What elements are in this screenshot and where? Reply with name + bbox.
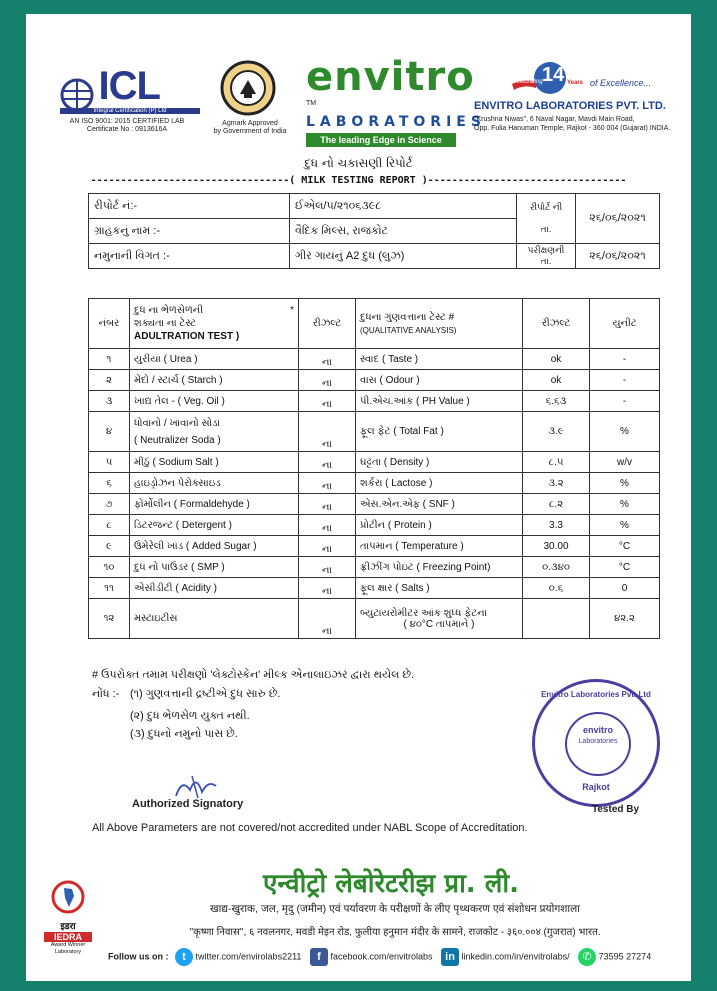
facebook-link[interactable]: facebook.com/envitrolabs [330, 951, 433, 962]
adulteration-result: ના [299, 536, 356, 557]
row-number: ૫ [89, 452, 130, 473]
adulteration-result: ના [299, 578, 356, 599]
icl-cert-line: AN ISO 9001: 2015 CERTIFIED LAB [69, 118, 185, 125]
qualitative-result: ૦.૬ [523, 578, 590, 599]
note-3: (૩) દુધનો નમુનો પાસ છે. [130, 728, 238, 740]
adulteration-test: એસીડીટી ( Acidity ) [130, 578, 299, 599]
adulteration-test: ધોવાનો / ખાવાનો સોડા ( Neutralizer Soda ) [130, 412, 299, 452]
col-qualitative: દુધના ગુણવત્તાના ટેસ્ટ # (QUALITATIVE ANALYSIS) [356, 299, 523, 349]
table-row [89, 391, 660, 412]
qualitative-test: ઘટ્ટતા ( Density ) [356, 452, 523, 473]
qualitative-test: ફૂલ ફેટ ( Total Fat ) [356, 412, 523, 452]
whatsapp-icon: ✆ [578, 948, 596, 966]
col-number: નંબર [89, 299, 130, 349]
sample-value: ગીર ગાયનું A2 દુધ (લુઝ) [290, 244, 517, 269]
adulteration-test: યુરીયા ( Urea ) [130, 349, 299, 370]
company-name: ENVITRO LABORATORIES PVT. LTD. [474, 100, 666, 112]
stamp-city: Rajkot [582, 782, 610, 792]
envitro-wordmark: envitro [306, 54, 475, 100]
envitro-logo [306, 54, 486, 147]
stamp-inner-1: envitro [582, 725, 613, 735]
row-number: ૩ [89, 391, 130, 412]
adulteration-result: ના [299, 452, 356, 473]
adulteration-result: ના [299, 473, 356, 494]
adulteration-test: ખાદ્ય તેલ - ( Veg. Oil ) [130, 391, 299, 412]
table-row [89, 412, 660, 452]
tested-by: Tested By [592, 804, 640, 815]
table-row [89, 370, 660, 391]
qualitative-result [523, 599, 590, 639]
unit: % [590, 515, 660, 536]
table-row [89, 536, 660, 557]
report-title-english: ---------------------------------( MILK TESTING REPORT )--------------------------------- [90, 175, 627, 186]
excellence-text: of Excellence... [590, 78, 652, 88]
adulteration-test: ઉમેરેલી ખાંડ ( Added Sugar ) [130, 536, 299, 557]
iedra-award-1: Award Winner [50, 942, 86, 948]
adulteration-result: ના [299, 370, 356, 391]
agmark-line1: Agmark Approved [222, 120, 278, 127]
table-row [89, 599, 660, 639]
adulteration-test: ડિટરજન્ટ ( Detergent ) [130, 515, 299, 536]
qualitative-result: ૮.૨ [523, 494, 590, 515]
test-date-value: ૨૬/૦૬/૨૦૨૧ [576, 244, 660, 269]
icl-globe-icon [60, 78, 94, 112]
qualitative-test: શર્કરા ( Lactose ) [356, 473, 523, 494]
qualitative-result: ૩.૨ [523, 473, 590, 494]
tagline: The leading Edge in Science [306, 133, 456, 147]
adulteration-result: ના [299, 349, 356, 370]
agmark-emblem-icon [220, 60, 276, 116]
india-map-icon [51, 880, 85, 914]
report-date-value: ૨૬/૦૬/૨૦૨૧ [576, 194, 660, 244]
table-row [89, 349, 660, 370]
qualitative-result: ૦.૩૪૦ [523, 557, 590, 578]
unit: - [590, 349, 660, 370]
adulteration-test: દુધ નો પાઉડર ( SMP ) [130, 557, 299, 578]
laboratories-wordmark: LABORATORIES [306, 114, 486, 130]
facebook-icon: f [310, 948, 328, 966]
company-address-1: "Krushna Niwas", 6 Naval Nagar, Mavdi Main Road, [474, 116, 635, 123]
footer-hindi-name: एन्वीट्रो लेबोरेटरीझ प्रा. ली. [263, 869, 519, 899]
qualitative-test: ફ્રીઝીંગ પોઇંટ ( Freezing Point) [356, 557, 523, 578]
adulteration-result: ના [299, 599, 356, 639]
info-table [88, 193, 660, 269]
qualitative-result: 30.00 [523, 536, 590, 557]
row-number: ૪ [89, 412, 130, 452]
icl-logo [60, 64, 200, 114]
unit: °C [590, 557, 660, 578]
trademark: TM [306, 100, 317, 107]
unit: 0 [590, 578, 660, 599]
qualitative-test: ફૂલ ક્ષાર ( Salts ) [356, 578, 523, 599]
qualitative-test: બ્યુટાયરોમીટર આંક શુધ્ધ ફેટના ( ૪૦°C તાપમાને ) [356, 599, 523, 639]
qualitative-result: ૩.૯ [523, 412, 590, 452]
adulteration-result: ના [299, 391, 356, 412]
row-number: ૬ [89, 473, 130, 494]
col-adulteration: દુધ ના ભેળસેળની * શક્યતા ના ટેસ્ટ ADULTRATION TEST ) [130, 299, 299, 349]
adulteration-result: ના [299, 412, 356, 452]
adulteration-test: મેંદો / સ્ટાર્ચ ( Starch ) [130, 370, 299, 391]
col-result-2: રીઝલ્ટ [523, 299, 590, 349]
years-number: 14 [542, 64, 565, 86]
row-number: ૧૦ [89, 557, 130, 578]
adulteration-result: ના [299, 494, 356, 515]
adulteration-test: મીઠું ( Sodium Salt ) [130, 452, 299, 473]
qualitative-test: પ્રોટીન ( Protein ) [356, 515, 523, 536]
qualitative-test: સ્વાદ ( Taste ) [356, 349, 523, 370]
icl-cert-no: Certificate No : 0913616A [86, 126, 168, 133]
report-date-label: રીપોર્ટ ની તા. [517, 194, 576, 244]
qualitative-result: ok [523, 349, 590, 370]
adulteration-result: ના [299, 557, 356, 578]
nabl-disclaimer: All Above Parameters are not covered/not accredited under NABL Scope of Accreditation. [92, 822, 528, 834]
anniversary-badge [496, 58, 686, 98]
linkedin-icon: in [441, 948, 459, 966]
unit: - [590, 391, 660, 412]
qualitative-result: ૬.૬૩ [523, 391, 590, 412]
unit: % [590, 473, 660, 494]
qualitative-test: પી.એચ.આંક ( PH Value ) [356, 391, 523, 412]
unit: ૪૨.૨ [590, 599, 660, 639]
report-title-gujarati: દુધ નો ચકાસણી રિપોર્ટ [304, 156, 413, 170]
phone-number[interactable]: 73595 27274 [598, 951, 652, 962]
qualitative-test: તાપમાન ( Temperature ) [356, 536, 523, 557]
iedra-award-2: Laboratory [54, 949, 82, 955]
row-number: ૮ [89, 515, 130, 536]
note-2: (૨) દુધ ભેળસેળ યુક્ત નથી. [130, 710, 250, 722]
twitter-link[interactable]: twitter.com/envirolabs2211 [195, 951, 302, 962]
twitter-icon: t [175, 948, 193, 966]
note-1: (૧) ગુણવત્તાની દ્રષ્ટીએ દુધ સારુ છે. [130, 688, 281, 700]
customer-value: વૈદિક મિલ્સ, રાજકોટ [290, 219, 517, 244]
table-row [89, 473, 660, 494]
row-number: ૨ [89, 370, 130, 391]
stamp-outer-text: Envitro Laboratories Pvt. Ltd [541, 690, 651, 699]
customer-label: ગ્રાહકનું નામ :- [89, 219, 290, 244]
table-row [89, 557, 660, 578]
hash-note: # ઉપરોક્ત તમામ પરીક્ષણો 'લેક્ટોસ્કેન' મીલ્ક એનાલાઇઝર દ્વારા થયેલ છે. [92, 669, 415, 681]
iedra-hindi: इडरा [60, 921, 76, 931]
row-number: ૧૧ [89, 578, 130, 599]
celebrating-text: Celebrating [512, 79, 543, 85]
social-bar [108, 948, 688, 966]
adulteration-result: ના [299, 515, 356, 536]
qualitative-test: વાસ ( Odour ) [356, 370, 523, 391]
iedra-label: IEDRA [44, 932, 92, 942]
test-date-label: પરીક્ષણની તા. [517, 244, 576, 269]
linkedin-link[interactable]: linkedin.com/in/envitrolabs/ [461, 951, 570, 962]
footer-hindi-line: खाद्य-खुराक, जल, मृदु (जमीन) एवं पर्यावरण के परीक्षणों के लीए पृथ्थकरण एवं संशोधन प्रयोगशाला [210, 903, 580, 915]
unit: °C [590, 536, 660, 557]
unit: % [590, 494, 660, 515]
table-row [89, 578, 660, 599]
unit: % [590, 412, 660, 452]
stamp-inner-2: Laboratories [578, 738, 618, 745]
adulteration-test: મસ્ટાઇટીસ [130, 599, 299, 639]
iedra-badge [44, 880, 92, 956]
qualitative-result: 3.3 [523, 515, 590, 536]
company-address-2: Opp. Fulia Hanuman Temple, Rajkot - 360 004 (Gujarat) INDIA. [474, 125, 671, 132]
icl-subtitle: Integral Certification (P) Ltd [60, 108, 200, 114]
col-result-1: રીઝલ્ટ [299, 299, 356, 349]
lab-stamp [532, 679, 660, 807]
qualitative-test: એસ.એન.એફ ( SNF ) [356, 494, 523, 515]
adulteration-test: હાઇડ્રોઝન પેરોક્સાઇડ [130, 473, 299, 494]
qualitative-result: ૮.૫ [523, 452, 590, 473]
row-number: ૧ [89, 349, 130, 370]
col-unit: યુનીટ [590, 299, 660, 349]
agmark-line2: by Government of India [213, 128, 287, 135]
qualitative-result: ok [523, 370, 590, 391]
results-table [88, 298, 660, 639]
icl-logo-text: ICL [98, 64, 160, 108]
table-row [89, 494, 660, 515]
unit: w/v [590, 452, 660, 473]
row-number: ૧૨ [89, 599, 130, 639]
sample-label: નમુનાની વિગત :- [89, 244, 290, 269]
row-number: ૯ [89, 536, 130, 557]
report-no-label: રીપોર્ટ નં:- [89, 194, 290, 219]
authorized-signatory: Authorized Signatory [132, 798, 244, 810]
footer-hindi-address: ''कृष्णा निवास'', ६ नवलनगर, मवडी मेइन रोड, फुलीया हनुमान मंदीर के सामने, राजकोट - ३६०.००४ (गुजरात) भारत. [189, 927, 601, 938]
note-label: નોંધ :- [92, 688, 120, 700]
adulteration-test: ફોર્મોલીન ( Formaldehyde ) [130, 494, 299, 515]
table-row [89, 515, 660, 536]
years-text: Years [567, 80, 584, 86]
follow-label: Follow us on : [108, 951, 169, 962]
unit: - [590, 370, 660, 391]
report-sheet [26, 14, 691, 981]
row-number: ૭ [89, 494, 130, 515]
report-no-value: ઈએલ/૫/૨૧૦૬૩૯૮ [290, 194, 517, 219]
table-row [89, 452, 660, 473]
